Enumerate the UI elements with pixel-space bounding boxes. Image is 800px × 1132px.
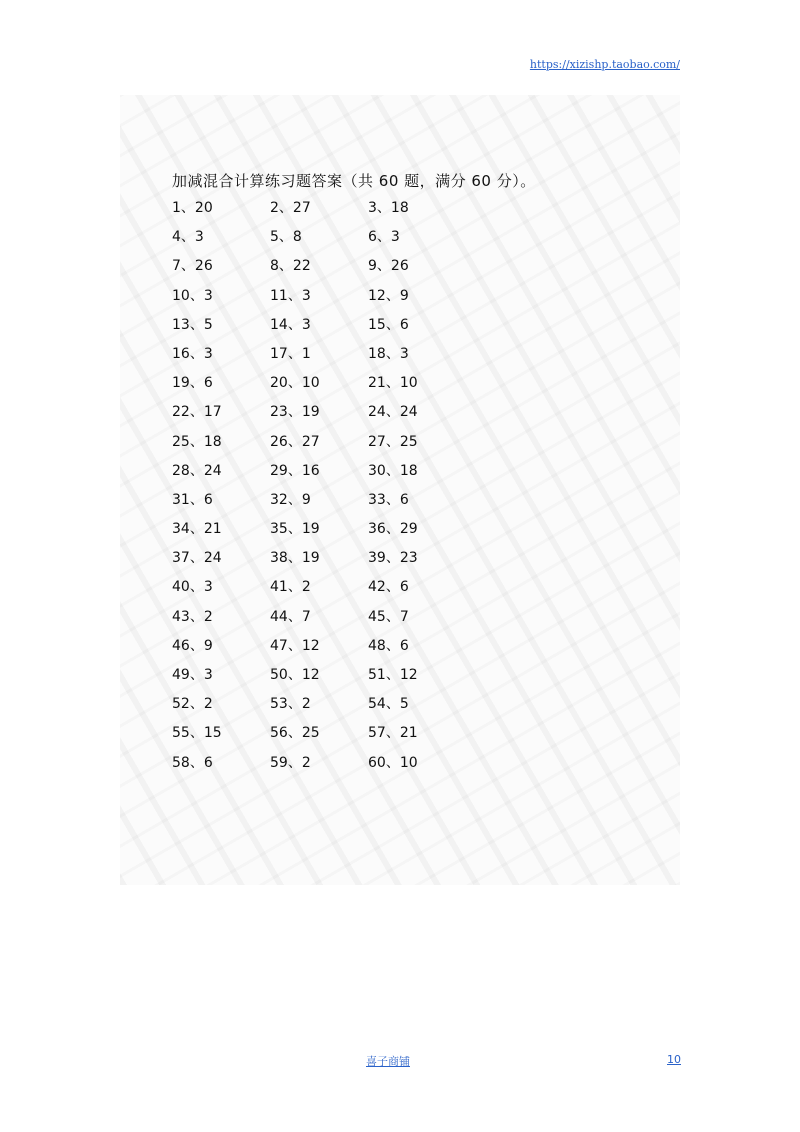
answer-item: 17、1	[270, 345, 311, 362]
footer-shop-link[interactable]: 喜子商铺	[366, 1055, 410, 1068]
answer-grid	[172, 196, 472, 780]
answer-item: 56、25	[270, 725, 320, 742]
answer-item: 23、19	[270, 404, 320, 421]
answer-item: 19、6	[172, 375, 213, 392]
answer-item: 25、18	[172, 433, 222, 450]
answer-item: 52、2	[172, 696, 213, 713]
answer-item: 7、26	[172, 258, 213, 275]
answer-item: 15、6	[368, 316, 409, 333]
answer-item: 53、2	[270, 696, 311, 713]
answer-item: 29、16	[270, 462, 320, 479]
answer-item: 12、9	[368, 287, 409, 304]
answer-item: 31、6	[172, 491, 213, 508]
answer-item: 14、3	[270, 316, 311, 333]
answer-item: 33、6	[368, 491, 409, 508]
answer-item: 20、10	[270, 375, 320, 392]
answer-item: 44、7	[270, 608, 311, 625]
answer-item: 22、17	[172, 404, 222, 421]
answer-item: 1、20	[172, 200, 213, 216]
answer-item: 40、3	[172, 579, 213, 596]
answer-item: 50、12	[270, 667, 320, 683]
answer-item: 38、19	[270, 550, 320, 567]
answer-item: 39、23	[368, 550, 418, 567]
answer-item: 34、21	[172, 521, 222, 538]
answer-item: 35、19	[270, 521, 320, 538]
answer-item: 42、6	[368, 579, 409, 596]
answer-item: 46、9	[172, 637, 213, 654]
answer-item: 36、29	[368, 521, 418, 538]
answer-item: 3、18	[368, 200, 409, 216]
answer-item: 55、15	[172, 725, 222, 742]
answer-item: 9、26	[368, 258, 409, 275]
answer-item: 18、3	[368, 345, 409, 362]
answer-item: 32、9	[270, 491, 311, 508]
answer-item: 58、6	[172, 754, 213, 771]
page-number-link[interactable]: 10	[667, 1053, 681, 1066]
answer-item: 8、22	[270, 258, 311, 275]
answer-item: 41、2	[270, 579, 311, 596]
answer-item: 43、2	[172, 608, 213, 625]
answer-item: 30、18	[368, 462, 418, 479]
page-title: 加减混合计算练习题答案（共 60 题，满分 60 分）。	[172, 172, 536, 190]
answer-item: 5、8	[270, 229, 302, 246]
answer-item: 13、5	[172, 316, 213, 333]
answer-item: 51、12	[368, 667, 418, 683]
answer-item: 45、7	[368, 608, 409, 625]
answer-item: 27、25	[368, 433, 418, 450]
answer-item: 21、10	[368, 375, 418, 392]
answer-item: 54、5	[368, 696, 409, 713]
answer-item: 59、2	[270, 754, 311, 771]
answer-item: 4、3	[172, 229, 204, 246]
answer-item: 24、24	[368, 404, 418, 421]
answer-item: 6、3	[368, 229, 400, 246]
answer-item: 28、24	[172, 462, 222, 479]
answer-item: 57、21	[368, 725, 418, 742]
header-url-link[interactable]: https://xizishp.taobao.com/	[529, 58, 680, 71]
answer-item: 49、3	[172, 667, 213, 683]
answer-item: 11、3	[270, 287, 311, 304]
answer-item: 2、27	[270, 200, 311, 216]
answer-item: 16、3	[172, 345, 213, 362]
answer-item: 48、6	[368, 637, 409, 654]
answer-item: 60、10	[368, 754, 418, 771]
answer-item: 10、3	[172, 287, 213, 304]
answer-item: 47、12	[270, 637, 320, 654]
answer-item: 37、24	[172, 550, 222, 567]
answer-item: 26、27	[270, 433, 320, 450]
